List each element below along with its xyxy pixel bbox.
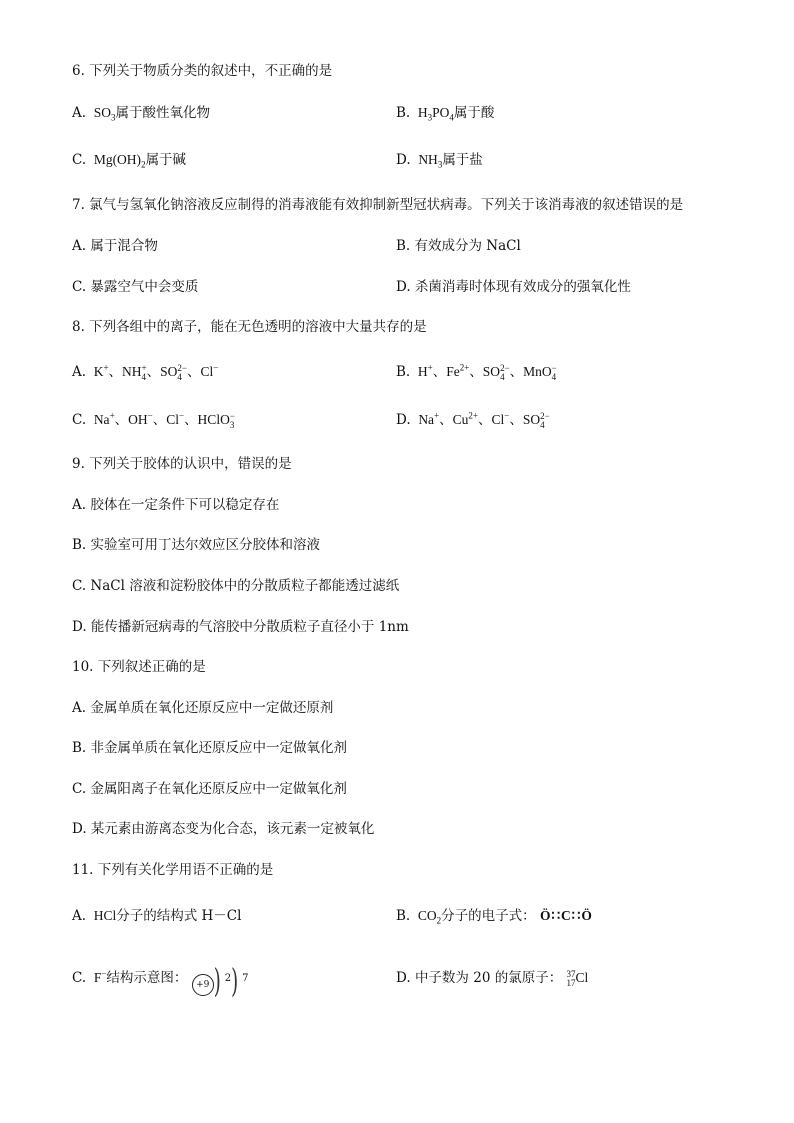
shell-arc-icon: )	[231, 963, 239, 1001]
q7-stem: 7. 氯气与氢氧化钠溶液反应制得的消毒液能有效抑制新型冠状病毒。下列关于该消毒液的叙述错误的是	[72, 197, 684, 213]
ion-list-a: K+、NH + 4 、SO 2− 4 、Cl−	[90, 362, 219, 382]
ion-list-d: Na+、$Cu^{2+}$、Cl−、SO 2− 4	[414, 410, 550, 430]
formula-co2: $CO_2$	[414, 908, 442, 926]
q10-stem: 10. 下列叙述正确的是	[72, 659, 206, 675]
co2-lewis-structure-icon: Ö∷C∷Ö	[539, 908, 593, 923]
nucleus-plus9-icon: +9	[192, 974, 214, 996]
q8-stem: 8. 下列各组中的离子，能在无色透明的溶液中大量共存的是	[72, 319, 427, 335]
formula-mgoh2: $Mg(OH)_2$	[90, 152, 146, 170]
q6-option-d[interactable]: D. $NH_3$属于盐	[396, 152, 483, 170]
q7-option-c[interactable]: C. 暴露空气中会变质	[72, 279, 199, 295]
q10-option-b[interactable]: B. 非金属单质在氧化还原反应中一定做氧化剂	[72, 740, 348, 756]
q6-option-a[interactable]: A. $SO_3$属于酸性氧化物	[72, 105, 210, 123]
shell-count-icon: 7	[242, 972, 249, 984]
q10-option-d[interactable]: D. 某元素由游离态变为化合态，该元素一定被氧化	[72, 821, 375, 837]
q8-option-d[interactable]: D. Na+、$Cu^{2+}$、Cl−、SO 2− 4	[396, 410, 550, 430]
q7-option-b[interactable]: B. 有效成分为 NaCl	[396, 238, 521, 254]
ion-f-minus: F−	[90, 968, 107, 985]
q11-stem: 11. 下列有关化学用语不正确的是	[72, 862, 274, 878]
q9-option-d[interactable]: D. 能传播新冠病毒的气溶胶中分散质粒子直径小于 1nm	[72, 619, 409, 635]
q9-option-c[interactable]: C. NaCl 溶液和淀粉胶体中的分散质粒子都能透过滤纸	[72, 578, 400, 594]
ion-list-b: H+、$Fe^{2+}$、SO 2− 4 、MnO − 4	[414, 362, 557, 382]
q11-option-a[interactable]: A. HCl分子的结构式 H－Cl	[72, 908, 242, 924]
q7-option-d[interactable]: D. 杀菌消毒时体现有效成分的强氧化性	[396, 279, 631, 295]
q10-option-a[interactable]: A. 金属单质在氧化还原反应中一定做还原剂	[72, 700, 334, 716]
ion-list-c: Na+、OH−、Cl−、HClO − 3	[90, 410, 235, 430]
q8-option-c[interactable]: C. Na+、OH−、Cl−、HClO − 3	[72, 410, 235, 430]
formula-hcl: HCl	[90, 908, 117, 923]
q7-option-a[interactable]: A. 属于混合物	[72, 238, 158, 254]
isotope-cl37: 37 17 Cl	[566, 969, 589, 988]
q9-stem: 9. 下列关于胶体的认识中，错误的是	[72, 456, 292, 472]
q10-option-c[interactable]: C. 金属阳离子在氧化还原反应中一定做氧化剂	[72, 781, 347, 797]
q9-option-a[interactable]: A. 胶体在一定条件下可以稳定存在	[72, 497, 280, 513]
q9-option-b[interactable]: B. 实验室可用丁达尔效应区分胶体和溶液	[72, 537, 321, 553]
q11-option-b[interactable]: B. $CO_2$分子的电子式： Ö∷C∷Ö	[396, 908, 593, 926]
q6-stem: 6. 下列关于物质分类的叙述中，不正确的是	[72, 63, 333, 79]
formula-so3: $SO_3$	[90, 105, 116, 123]
q11-option-c[interactable]: C. F−结构示意图： +9 ) 2) 7	[72, 963, 249, 1001]
q11-option-d[interactable]: D. 中子数为 20 的氯原子： 37 17 Cl	[396, 969, 589, 988]
shell-arc-icon: )	[213, 963, 221, 1001]
shell-count-icon: 2	[224, 972, 232, 984]
q8-option-b[interactable]: B. H+、$Fe^{2+}$、SO 2− 4 、MnO − 4	[396, 362, 557, 382]
formula-nh3: $NH_3$	[414, 152, 443, 170]
q6-option-c[interactable]: C. $Mg(OH)_2$属于碱	[72, 152, 187, 170]
q6-option-b[interactable]: B. $H_3PO_4$属于酸	[396, 105, 495, 123]
q8-option-a[interactable]: A. K+、NH + 4 、SO 2− 4 、Cl−	[72, 362, 219, 382]
formula-h3po4: $H_3PO_4$	[414, 105, 454, 123]
